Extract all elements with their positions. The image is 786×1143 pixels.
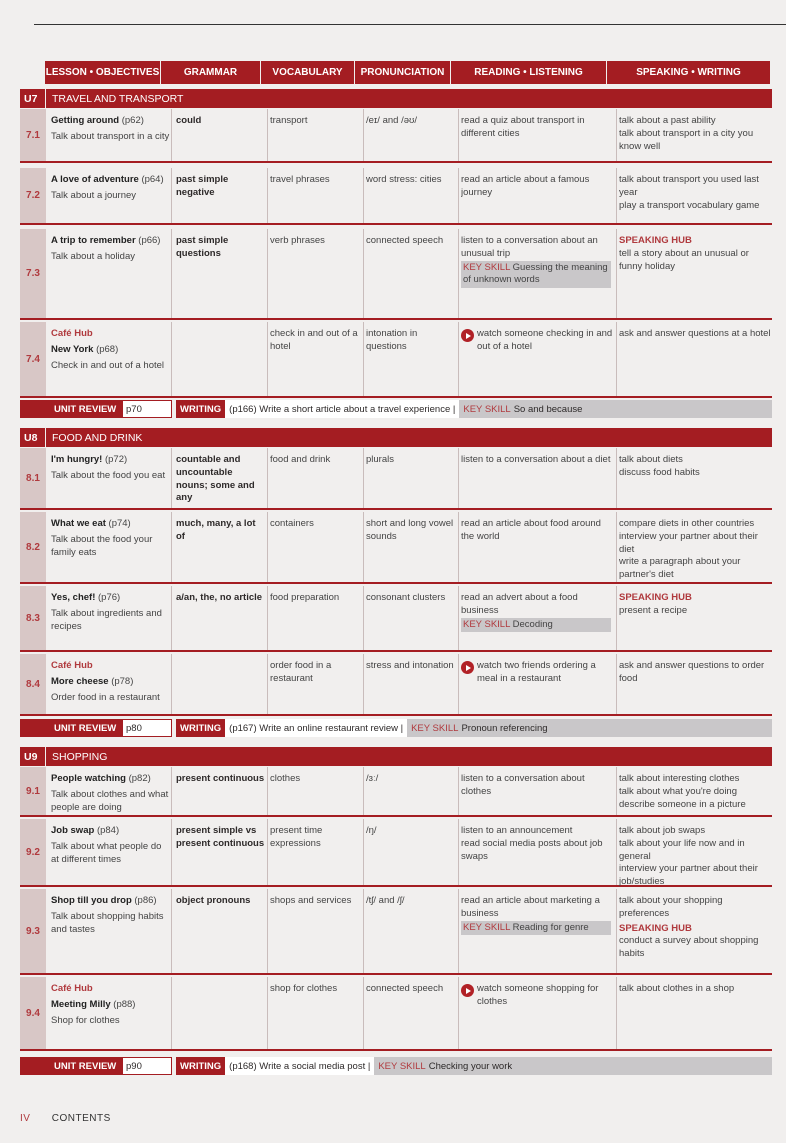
speaking-text: present a recipe bbox=[619, 604, 688, 616]
pronunciation-cell: word stress: cities bbox=[366, 174, 442, 185]
writing-text: (p167) Write an online restaurant review | bbox=[225, 719, 407, 737]
lesson-cell bbox=[51, 895, 171, 936]
speaking-text-2: conduct a survey about shopping habits bbox=[619, 935, 759, 960]
reading-text: watch two friends ordering a meal in a restaurant bbox=[477, 660, 596, 684]
grammar-cell: object pronouns bbox=[176, 895, 251, 906]
reading-text: listen to an announcement read social media posts about job swaps bbox=[461, 825, 603, 862]
lesson-page: (p72) bbox=[104, 454, 128, 465]
lesson-cell bbox=[51, 328, 171, 372]
key-skill-label: KEY SKILL bbox=[463, 261, 511, 273]
pronunciation-cell: short and long vowel sounds bbox=[366, 518, 454, 542]
speaking-text: talk about interesting clothes talk about what you're doing describe someone in a picture bbox=[619, 773, 746, 810]
key-skill-text: Guessing the meaning of unknown words bbox=[463, 261, 608, 286]
lesson-title-text: Yes, chef! bbox=[51, 592, 96, 603]
lesson-page: (p66) bbox=[138, 235, 161, 246]
speaking-text: talk about job swaps talk about your life now and in general interview your partner about their job/studies bbox=[619, 825, 758, 888]
lesson-title-text: A trip to remember bbox=[51, 235, 136, 246]
lesson-page: (p86) bbox=[134, 895, 157, 906]
column-divider bbox=[616, 586, 617, 650]
column-divider bbox=[171, 168, 172, 223]
review-key-skill-text: Checking your work bbox=[428, 1060, 513, 1072]
lesson-objective: Talk about shopping habits and tastes bbox=[51, 910, 164, 935]
pronunciation-cell: connected speech bbox=[366, 983, 444, 994]
unit-review-bar bbox=[20, 400, 772, 418]
key-skill-label: KEY SKILL bbox=[463, 921, 511, 933]
lesson-title bbox=[51, 174, 171, 187]
lesson-title bbox=[51, 235, 171, 248]
lesson-row bbox=[20, 448, 772, 510]
page-footer bbox=[20, 1113, 111, 1124]
lesson-cell bbox=[51, 235, 171, 264]
lesson-row bbox=[20, 109, 772, 163]
top-rule bbox=[34, 24, 786, 25]
column-divider bbox=[363, 322, 364, 396]
lesson-number: 7.1 bbox=[20, 109, 46, 161]
lesson-row bbox=[20, 654, 772, 716]
lesson-objective: Talk about ingredients and recipes bbox=[51, 607, 162, 632]
column-divider bbox=[267, 448, 268, 508]
lesson-row bbox=[20, 586, 772, 652]
speaking-writing-cell bbox=[619, 174, 771, 212]
speaking-hub-label: SPEAKING HUB bbox=[619, 592, 692, 603]
review-key-skill-label: KEY SKILL bbox=[378, 1060, 426, 1072]
lesson-cell bbox=[51, 773, 171, 814]
column-divider bbox=[363, 229, 364, 318]
header-grammar: GRAMMAR bbox=[161, 61, 261, 84]
writing-label: WRITING bbox=[176, 719, 225, 737]
reading-listening-cell bbox=[461, 983, 613, 1009]
lesson-title bbox=[51, 773, 171, 786]
lesson-title bbox=[51, 825, 171, 838]
reading-text: listen to a conversation about an unusual trip bbox=[461, 235, 598, 259]
lesson-title-text: New York bbox=[51, 343, 94, 355]
vocabulary-cell: check in and out of a hotel bbox=[270, 328, 358, 352]
lesson-number: 9.1 bbox=[20, 767, 46, 815]
unit-review-bar bbox=[20, 719, 772, 737]
unit-review-label: UNIT REVIEW bbox=[20, 719, 122, 737]
lesson-title bbox=[51, 115, 171, 128]
column-divider bbox=[363, 654, 364, 714]
lesson-title bbox=[51, 344, 171, 357]
speaking-text: ask and answer questions to order food bbox=[619, 660, 765, 684]
lesson-row bbox=[20, 322, 772, 398]
unit-title: FOOD AND DRINK bbox=[52, 431, 143, 444]
lesson-number: 9.2 bbox=[20, 819, 46, 885]
speaking-text: tell a story about an unusual or funny holiday bbox=[619, 247, 749, 272]
column-divider bbox=[616, 819, 617, 885]
grammar-cell: present simple vs present continuous bbox=[176, 825, 265, 849]
lesson-page: (p64) bbox=[141, 174, 164, 185]
column-divider bbox=[616, 512, 617, 582]
column-divider bbox=[616, 654, 617, 714]
review-key-skill-label: KEY SKILL bbox=[411, 722, 459, 734]
speaking-writing-cell bbox=[619, 660, 771, 686]
lesson-title-text: I'm hungry! bbox=[51, 454, 103, 465]
writing-label: WRITING bbox=[176, 400, 225, 418]
reading-text: read an article about food around the world bbox=[461, 518, 601, 542]
lesson-title-text: A love of adventure bbox=[51, 174, 139, 185]
lesson-objective: Talk about a journey bbox=[51, 189, 137, 201]
review-key-skill bbox=[407, 719, 772, 737]
speaking-hub-label: SPEAKING HUB bbox=[619, 235, 692, 246]
column-divider bbox=[171, 819, 172, 885]
speaking-text: talk about a past ability talk about transport in a city you know well bbox=[619, 115, 754, 152]
unit-title: SHOPPING bbox=[52, 750, 108, 763]
cafe-hub-label: Café Hub bbox=[51, 983, 93, 994]
lesson-cell bbox=[51, 660, 171, 704]
reading-listening-cell bbox=[461, 660, 613, 686]
lesson-title bbox=[51, 592, 171, 605]
lesson-number: 8.4 bbox=[20, 654, 46, 714]
unit-title: TRAVEL AND TRANSPORT bbox=[52, 92, 184, 105]
column-divider bbox=[458, 229, 459, 318]
speaking-text: compare diets in other countries interview your partner about their diet write a paragraph about your partner's diet bbox=[619, 518, 758, 581]
lesson-row bbox=[20, 977, 772, 1051]
unit-review-bar bbox=[20, 1057, 772, 1075]
lesson-title bbox=[51, 676, 171, 689]
column-divider bbox=[458, 322, 459, 396]
column-divider bbox=[363, 512, 364, 582]
column-divider bbox=[458, 654, 459, 714]
footer-label: CONTENTS bbox=[51, 1113, 111, 1124]
column-divider bbox=[267, 512, 268, 582]
vocabulary-cell: travel phrases bbox=[270, 174, 330, 185]
lesson-cell bbox=[51, 592, 171, 633]
lesson-number: 8.2 bbox=[20, 512, 46, 582]
speaking-writing-cell bbox=[619, 825, 771, 889]
lesson-page: (p88) bbox=[113, 998, 136, 1010]
lesson-cell bbox=[51, 825, 171, 866]
reading-text: read an article about a famous journey bbox=[461, 174, 590, 198]
vocabulary-cell: transport bbox=[270, 115, 308, 126]
unit-bar bbox=[20, 428, 772, 447]
column-divider bbox=[171, 654, 172, 714]
pronunciation-cell: /tʃ/ and /ʃ/ bbox=[366, 895, 405, 906]
writing-label: WRITING bbox=[176, 1057, 225, 1075]
column-divider bbox=[171, 322, 172, 396]
lesson-title bbox=[51, 454, 171, 467]
lesson-objective: Talk about the food you eat bbox=[51, 469, 166, 481]
lesson-title-text: Job swap bbox=[51, 825, 95, 836]
column-divider bbox=[458, 586, 459, 650]
pronunciation-cell: intonation in questions bbox=[366, 328, 418, 352]
lesson-number: 8.3 bbox=[20, 586, 46, 650]
header-reading-listening: READING • LISTENING bbox=[451, 61, 607, 84]
column-divider bbox=[267, 889, 268, 973]
unit-code: U8 bbox=[20, 428, 46, 447]
vocabulary-cell: verb phrases bbox=[270, 235, 325, 246]
lesson-number: 7.3 bbox=[20, 229, 46, 318]
column-divider bbox=[267, 654, 268, 714]
lesson-page: (p78) bbox=[111, 675, 134, 687]
writing-text: (p166) Write a short article about a travel experience | bbox=[225, 400, 459, 418]
speaking-text: talk about your shopping preferences bbox=[619, 895, 723, 919]
video-play-icon bbox=[461, 661, 474, 674]
lesson-number: 7.4 bbox=[20, 322, 46, 396]
column-divider bbox=[458, 767, 459, 815]
lesson-title-text: Getting around bbox=[51, 115, 120, 126]
key-skill-box bbox=[461, 921, 611, 936]
reading-listening-cell bbox=[461, 773, 613, 799]
column-divider bbox=[171, 889, 172, 973]
lesson-number: 9.4 bbox=[20, 977, 46, 1049]
header-speaking-writing: SPEAKING • WRITING bbox=[636, 67, 741, 78]
column-divider bbox=[458, 819, 459, 885]
reading-text: watch someone checking in and out of a hotel bbox=[477, 328, 613, 352]
vocabulary-cell: food and drink bbox=[270, 454, 331, 465]
grammar-cell: much, many, a lot of bbox=[176, 518, 256, 542]
vocabulary-cell: shop for clothes bbox=[270, 983, 338, 994]
reading-listening-cell bbox=[461, 115, 613, 141]
unit-review-label: UNIT REVIEW bbox=[20, 1057, 122, 1075]
column-divider bbox=[616, 322, 617, 396]
column-divider bbox=[363, 889, 364, 973]
vocabulary-cell: order food in a restaurant bbox=[270, 660, 332, 684]
pronunciation-cell: plurals bbox=[366, 454, 394, 465]
lesson-page: (p84) bbox=[96, 825, 120, 836]
lesson-title-text: People watching bbox=[51, 773, 126, 784]
reading-text: listen to a conversation about clothes bbox=[461, 773, 585, 797]
speaking-writing-cell bbox=[619, 115, 771, 153]
unit-bar bbox=[20, 747, 772, 766]
column-divider bbox=[363, 109, 364, 161]
lesson-number: 9.3 bbox=[20, 889, 46, 973]
lesson-page: (p82) bbox=[128, 773, 151, 784]
lesson-objective: Talk about the food your family eats bbox=[51, 533, 153, 558]
column-divider bbox=[267, 109, 268, 161]
header-pronunciation: PRONUNCIATION bbox=[355, 61, 451, 84]
column-divider bbox=[363, 767, 364, 815]
reading-listening-cell bbox=[461, 895, 613, 935]
column-divider bbox=[458, 977, 459, 1049]
column-divider bbox=[171, 586, 172, 650]
lesson-title-text: What we eat bbox=[51, 518, 106, 529]
vocabulary-cell: shops and services bbox=[270, 895, 352, 906]
column-divider bbox=[458, 168, 459, 223]
lesson-objective: Order food in a restaurant bbox=[51, 691, 160, 703]
cafe-hub-label: Café Hub bbox=[51, 328, 93, 339]
key-skill-box bbox=[461, 261, 611, 289]
review-key-skill-text: Pronoun referencing bbox=[461, 722, 548, 734]
lesson-number: 7.2 bbox=[20, 168, 46, 223]
speaking-writing-cell bbox=[619, 773, 771, 811]
column-divider bbox=[267, 229, 268, 318]
lesson-page: (p68) bbox=[96, 343, 119, 355]
lesson-number: 8.1 bbox=[20, 448, 46, 508]
column-divider bbox=[363, 168, 364, 223]
reading-text: watch someone shopping for clothes bbox=[477, 983, 599, 1007]
column-divider bbox=[363, 448, 364, 508]
grammar-cell: past simple negative bbox=[176, 174, 229, 198]
column-divider bbox=[171, 109, 172, 161]
reading-text: read an advert about a food business bbox=[461, 592, 578, 616]
lesson-row bbox=[20, 767, 772, 817]
key-skill-text: Decoding bbox=[512, 618, 553, 630]
column-divider bbox=[363, 586, 364, 650]
lesson-title-text: Meeting Milly bbox=[51, 998, 111, 1010]
unit-review-page: p70 bbox=[122, 400, 172, 418]
reading-listening-cell bbox=[461, 592, 613, 632]
column-divider bbox=[171, 977, 172, 1049]
column-divider bbox=[616, 448, 617, 508]
header-vocabulary: VOCABULARY bbox=[261, 61, 355, 84]
video-play-icon bbox=[461, 329, 474, 342]
column-divider bbox=[363, 819, 364, 885]
video-play-icon bbox=[461, 984, 474, 997]
grammar-cell: past simple questions bbox=[176, 235, 229, 259]
pronunciation-cell: connected speech bbox=[366, 235, 444, 246]
key-skill-text: Reading for genre bbox=[512, 921, 589, 933]
speaking-hub-label: SPEAKING HUB bbox=[619, 922, 692, 934]
lesson-title bbox=[51, 999, 171, 1012]
writing-text: (p168) Write a social media post | bbox=[225, 1057, 374, 1075]
lesson-cell bbox=[51, 518, 171, 559]
pronunciation-cell: /ŋ/ bbox=[366, 825, 377, 836]
column-divider bbox=[267, 322, 268, 396]
reading-text: read an article about marketing a business bbox=[461, 895, 600, 919]
grammar-cell: present continuous bbox=[176, 773, 265, 784]
page-number: IV bbox=[20, 1113, 31, 1124]
reading-text: read a quiz about transport in different cities bbox=[461, 115, 585, 139]
column-divider bbox=[171, 512, 172, 582]
column-divider bbox=[363, 977, 364, 1049]
key-skill-box bbox=[461, 618, 611, 633]
lesson-page: (p74) bbox=[108, 518, 131, 529]
column-divider bbox=[458, 512, 459, 582]
grammar-cell: countable and uncountable nouns; some and any bbox=[176, 454, 255, 504]
speaking-writing-cell bbox=[619, 235, 771, 273]
column-divider bbox=[458, 109, 459, 161]
column-divider bbox=[267, 767, 268, 815]
review-key-skill bbox=[374, 1057, 772, 1075]
reading-listening-cell bbox=[461, 235, 613, 288]
lesson-cell bbox=[51, 174, 171, 203]
column-divider bbox=[616, 767, 617, 815]
unit-bar bbox=[20, 89, 772, 108]
lesson-row bbox=[20, 229, 772, 320]
speaking-text: talk about transport you used last year play a transport vocabulary game bbox=[619, 174, 760, 211]
lesson-row bbox=[20, 512, 772, 584]
review-key-skill-label: KEY SKILL bbox=[463, 403, 511, 415]
vocabulary-cell: food preparation bbox=[270, 592, 340, 603]
speaking-text: ask and answer questions at a hotel bbox=[619, 328, 771, 339]
pronunciation-cell: /eɪ/ and /əʊ/ bbox=[366, 115, 418, 126]
lesson-objective: Shop for clothes bbox=[51, 1014, 120, 1026]
column-divider bbox=[267, 168, 268, 223]
pronunciation-cell: stress and intonation bbox=[366, 660, 454, 671]
review-key-skill bbox=[459, 400, 772, 418]
grammar-cell: a/an, the, no article bbox=[176, 592, 263, 603]
speaking-text: talk about clothes in a shop bbox=[619, 983, 735, 994]
speaking-writing-cell bbox=[619, 983, 771, 996]
lesson-objective: Talk about what people do at different times bbox=[51, 840, 162, 865]
column-divider bbox=[458, 448, 459, 508]
unit-review-page: p80 bbox=[122, 719, 172, 737]
pronunciation-cell: consonant clusters bbox=[366, 592, 446, 603]
lesson-row bbox=[20, 819, 772, 887]
column-divider bbox=[267, 586, 268, 650]
speaking-writing-cell bbox=[619, 518, 771, 582]
lesson-page: (p62) bbox=[121, 115, 144, 126]
cafe-hub-label: Café Hub bbox=[51, 660, 93, 671]
lesson-page: (p76) bbox=[98, 592, 121, 603]
unit-review-label: UNIT REVIEW bbox=[20, 400, 122, 418]
vocabulary-cell: containers bbox=[270, 518, 314, 529]
unit-code: U9 bbox=[20, 747, 46, 766]
column-divider bbox=[171, 767, 172, 815]
reading-listening-cell bbox=[461, 328, 613, 354]
lesson-objective: Talk about transport in a city bbox=[51, 130, 170, 142]
reading-text: listen to a conversation about a diet bbox=[461, 454, 611, 465]
lesson-title-text: More cheese bbox=[51, 675, 109, 687]
lesson-row bbox=[20, 889, 772, 975]
column-divider bbox=[267, 977, 268, 1049]
table-header bbox=[45, 61, 770, 84]
reading-listening-cell bbox=[461, 825, 613, 863]
lesson-cell bbox=[51, 115, 171, 144]
pronunciation-cell: /ɜː/ bbox=[366, 773, 379, 784]
unit-review-page: p90 bbox=[122, 1057, 172, 1075]
lesson-cell bbox=[51, 454, 171, 483]
column-divider bbox=[171, 448, 172, 508]
column-divider bbox=[616, 109, 617, 161]
column-divider bbox=[616, 168, 617, 223]
lesson-objective: Check in and out of a hotel bbox=[51, 359, 165, 371]
lesson-title bbox=[51, 895, 171, 908]
lesson-title-text: Shop till you drop bbox=[51, 895, 132, 906]
key-skill-label: KEY SKILL bbox=[463, 618, 511, 630]
unit-code: U7 bbox=[20, 89, 46, 108]
grammar-cell: could bbox=[176, 115, 202, 126]
reading-listening-cell bbox=[461, 454, 613, 467]
column-divider bbox=[267, 819, 268, 885]
lesson-row bbox=[20, 168, 772, 225]
review-key-skill-text: So and because bbox=[513, 403, 583, 415]
speaking-writing-cell bbox=[619, 454, 771, 480]
header-lesson: LESSON • OBJECTIVES bbox=[45, 61, 161, 84]
vocabulary-cell: present time expressions bbox=[270, 825, 323, 849]
lesson-objective: Talk about clothes and what people are doing bbox=[51, 788, 169, 813]
lesson-title bbox=[51, 518, 171, 531]
speaking-text: talk about diets discuss food habits bbox=[619, 454, 700, 478]
column-divider bbox=[616, 889, 617, 973]
speaking-writing-cell bbox=[619, 895, 771, 961]
column-divider bbox=[616, 229, 617, 318]
lesson-objective: Talk about a holiday bbox=[51, 250, 135, 262]
reading-listening-cell bbox=[461, 174, 613, 200]
column-divider bbox=[171, 229, 172, 318]
reading-listening-cell bbox=[461, 518, 613, 544]
lesson-cell bbox=[51, 983, 171, 1027]
vocabulary-cell: clothes bbox=[270, 773, 301, 784]
column-divider bbox=[616, 977, 617, 1049]
speaking-writing-cell bbox=[619, 592, 771, 618]
column-divider bbox=[458, 889, 459, 973]
speaking-writing-cell bbox=[619, 328, 771, 341]
